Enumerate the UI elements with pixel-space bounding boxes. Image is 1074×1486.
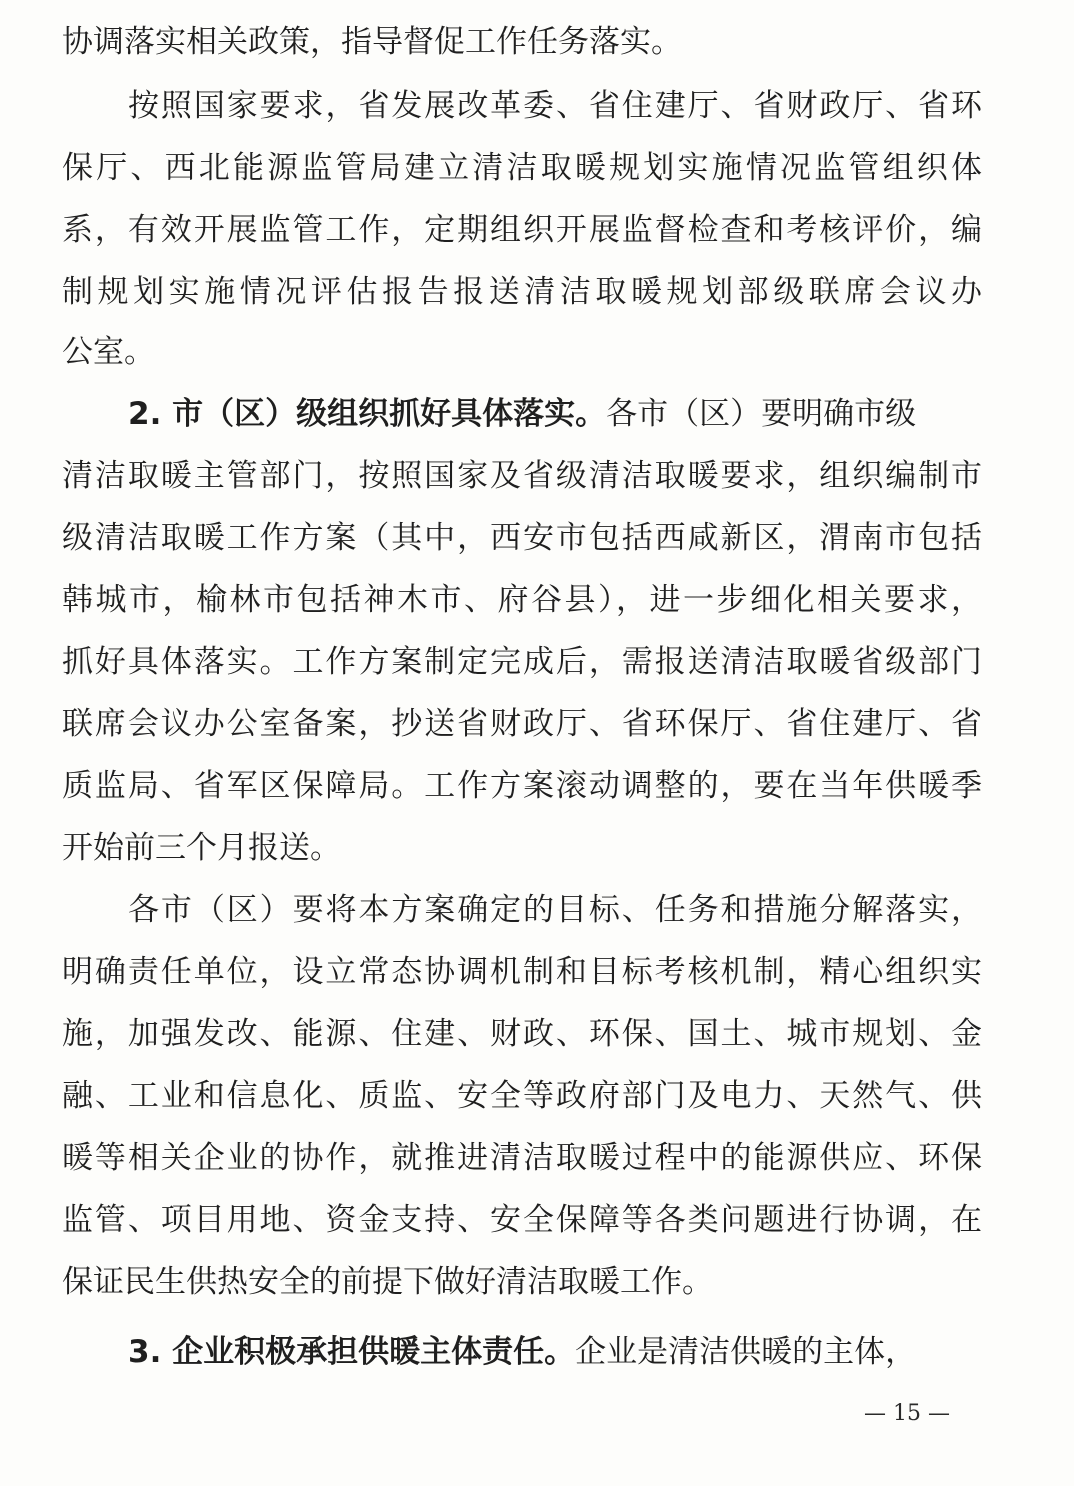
section-3-lead-text: 企业是清洁供暖的主体， bbox=[575, 1334, 917, 1370]
text-line-1: 协调落实相关政策，指导督促工作任务落实。 bbox=[62, 24, 682, 60]
text-line-14: 开始前三个月报送。 bbox=[62, 830, 341, 866]
text-line-12: 联席会议办公室备案，抄送省财政厅、省环保厅、省住建厅、省 bbox=[62, 706, 982, 742]
text-line-15: 各市（区）要将本方案确定的目标、任务和措施分解落实， bbox=[128, 892, 982, 928]
section-3-heading: 3. 企业积极承担供暖主体责任。 bbox=[128, 1334, 576, 1370]
text-line-17: 施，加强发改、能源、住建、财政、环保、国土、城市规划、金 bbox=[62, 1016, 982, 1052]
text-line-11: 抓好具体落实。工作方案制定完成后，需报送清洁取暖省级部门 bbox=[62, 644, 982, 680]
text-line-21: 保证民生供热安全的前提下做好清洁取暖工作。 bbox=[62, 1264, 713, 1300]
text-line-18: 融、工业和信息化、质监、安全等政府部门及电力、天然气、供 bbox=[62, 1078, 982, 1114]
section-2-lead-text: 各市（区）要明确市级 bbox=[606, 396, 917, 432]
text-line-3: 保厅、西北能源监管局建立清洁取暖规划实施情况监管组织体 bbox=[62, 150, 982, 186]
text-line-8: 清洁取暖主管部门，按照国家及省级清洁取暖要求，组织编制市 bbox=[62, 458, 982, 494]
text-line-19: 暖等相关企业的协作，就推进清洁取暖过程中的能源供应、环保 bbox=[62, 1140, 982, 1176]
text-line-16: 明确责任单位，设立常态协调机制和目标考核机制，精心组织实 bbox=[62, 954, 982, 990]
text-line-6: 公室。 bbox=[62, 334, 155, 370]
text-line-13: 质监局、省军区保障局。工作方案滚动调整的，要在当年供暖季 bbox=[62, 768, 982, 804]
section-2-heading: 2. 市（区）级组织抓好具体落实。 bbox=[128, 396, 607, 432]
section-2-line bbox=[128, 392, 982, 436]
page-number: — 15 — bbox=[864, 1401, 950, 1426]
text-line-9: 级清洁取暖工作方案（其中，西安市包括西咸新区，渭南市包括 bbox=[62, 520, 982, 556]
text-line-2: 按照国家要求，省发展改革委、省住建厅、省财政厅、省环 bbox=[128, 88, 982, 124]
text-line-5: 制规划实施情况评估报告报送清洁取暖规划部级联席会议办 bbox=[62, 274, 982, 310]
section-3-line bbox=[128, 1330, 982, 1374]
text-line-20: 监管、项目用地、资金支持、安全保障等各类问题进行协调，在 bbox=[62, 1202, 982, 1238]
text-line-10: 韩城市，榆林市包括神木市、府谷县），进一步细化相关要求， bbox=[62, 582, 982, 618]
text-line-4: 系，有效开展监管工作，定期组织开展监督检查和考核评价，编 bbox=[62, 212, 982, 248]
